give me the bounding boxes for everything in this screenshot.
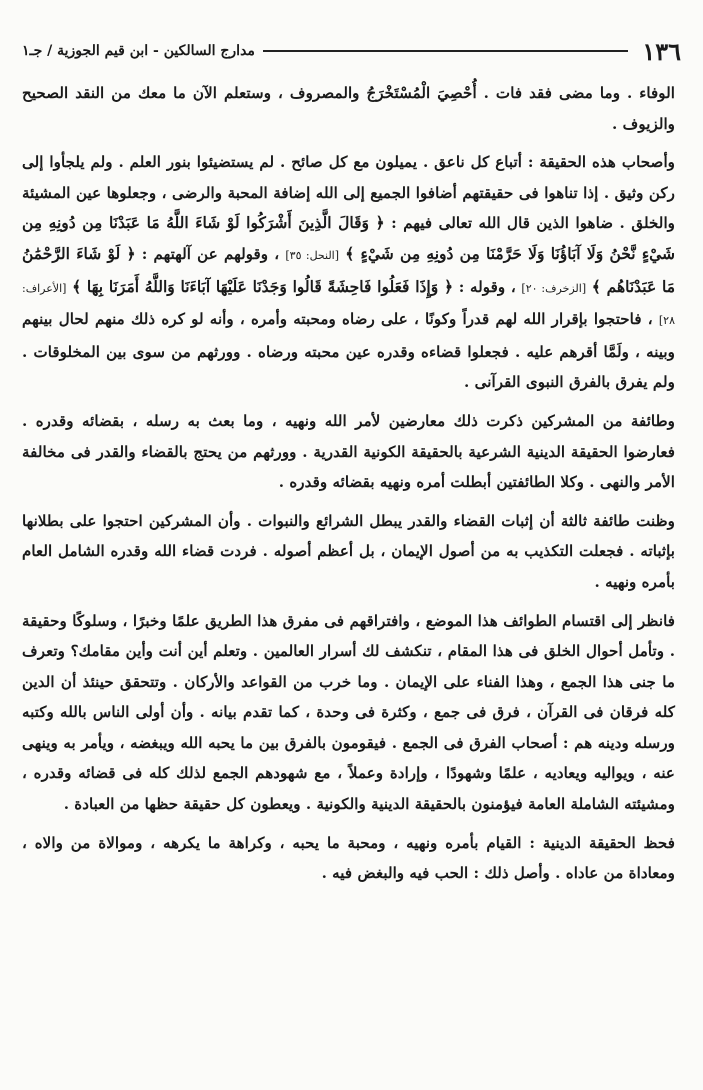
quran-verse: ﴿ وَإِذَا فَعَلُوا فَاحِشَةً قَالُوا وَجَدْنَا عَلَيْهَا آبَاءَنَا وَاللَّهُ أَمَرَنَا بِهَا ﴾	[72, 276, 454, 296]
verse-reference: [النحل: ٣٥]	[285, 248, 340, 262]
paragraph-text: وطائفة من المشركين ذكرت ذلك معارضين لأمر الله ونهيه ، وما بعث به رسله ، بقضائه وقدره . فعارضوا الحقيقة الدينية الشرعية بالحقيقة الكونية القدرية . وورثهم من يحتج بالقضاء والقدر فى مخالفة الأمر والنهى . وكلا الطائفتين أبطلت أمره ونهيه بقضائه وقدره .	[22, 411, 675, 492]
paragraph-1	[22, 78, 675, 139]
paragraph-6	[22, 828, 675, 889]
verse-reference: [الأعراف: ٢٨]	[22, 281, 675, 328]
header-rule	[263, 50, 628, 52]
quran-verse: ﴿ وَقَالَ الَّذِينَ أَشْرَكُوا لَوْ شَاءَ اللَّهُ مَا عَبَدْنَا مِن دُونِهِ مِن شَيْءٍ نَّحْنُ وَلَا آبَاؤُنَا وَلَا حَرَّمْنَا مِن دُونِهِ مِن شَيْءٍ ﴾	[22, 213, 676, 263]
paragraph-text: ، وقوله :	[458, 277, 516, 296]
running-title: مدارج السالكين - ابن قيم الجوزية / جـ١	[22, 43, 255, 59]
page-number: ١٣٦	[642, 36, 681, 66]
paragraph-text: وأصحاب هذه الحقيقة : أتباع كل ناعق . يميلون مع كل صائح . لم يستضيئوا بنور العلم . ولم يلجأوا إلى ركن وثيق . إذا تناهوا فى حقيقتهم أضافوا الجميع إلى الله إضافة المحبة والرضى ، وجعلوها عين المشيئة والخلق . ضاهوا الذين قال الله تعالى فيهم :	[22, 153, 675, 233]
verse-reference: [الزخرف: ٢٠]	[521, 281, 587, 295]
paragraph-4	[22, 506, 675, 598]
paragraph-text: فانظر إلى اقتسام الطوائف هذا الموضع ، وافتراقهم فى مفرق هذا الطريق علمًا وخبرًا ، وسلوكًا وحقيقة . وتأمل أحوال الخلق فى هذا المقام ، تنكشف لك أسرار العالمين . وتعلم أين أنت وأين مقامك؟ وتعرف ما جنى هذا الجمع ، وهذا الفناء على الإيمان . وما خرب من القواعد والأركان . وتتحقق حينئذ أن الدين كله فرقان فى القرآن ، فرق فى جمع ، وكثرة فى وحدة ، كما تقدم بيانه . وأن أولى الناس بالله وكتبه ورسله ودينه هم : أصحاب الفرق فى الجمع . فيقومون بالفرق بين ما يحبه الله ويبغضه ، ويأمر به وينهى عنه ، ويواليه ويعاديه ، علمًا وشهودًا ، وإرادة وعملاً ، مع شهودهم الجمع لذلك كله فى قضائه وقدره ، ومشيئته الشاملة العامة فيؤمنون بالحقيقة الدينية والكونية . ويعطون كل حقيقة حظها من العبادة .	[22, 611, 675, 814]
paragraph-text: وظنت طائفة ثالثة أن إثبات القضاء والقدر يبطل الشرائع والنبوات . وأن المشركين احتجوا على بطلانها بإثباته . فجعلت التكذيب به من أصول الإيمان ، بل أعظم أصوله . فردت قضاء الله وقدره الشامل العام بأمره ونهيه .	[22, 511, 675, 591]
paragraph-text: ، فاحتجوا بإقرار الله لهم قدراً وكونًا ، على رضاه ومحبته وأمره ، وأنه لو كره ذلك منهم لحال بينهم وبينه ، ولَمَّا أقرهم عليه . فجعلوا قضاءه وقدره عين محبته ورضاه . وورثهم من سوى بين المخلوقات . ولم يفرق بالفرق النبوى القرآنى .	[22, 310, 675, 392]
page-header	[22, 34, 681, 68]
paragraph-text: ، وقولهم عن آلهتهم :	[141, 244, 280, 263]
quran-verse: ﴿ لَوْ شَاءَ الرَّحْمَٰنُ مَا عَبَدْنَاهُم ﴾	[22, 243, 676, 296]
paragraph-3	[22, 406, 675, 498]
paragraph-5	[22, 606, 675, 820]
paragraph-text: الوفاء . وما مضى فقد فات . أُحْصِيَ الْمُسْتَخْرَجُ والمصروف ، وستعلم الآن ما معك من النقد الصحيح والزيوف .	[22, 84, 675, 133]
page-body	[22, 78, 675, 897]
paragraph-text: فحظ الحقيقة الدينية : القيام بأمره ونهيه ، ومحبة ما يحبه ، وكراهة ما يكرهه ، وموالاة من والاه ، ومعاداة من عاداه . وأصل ذلك : الحب فيه والبغض فيه .	[22, 833, 675, 883]
paragraph-2	[22, 147, 675, 398]
